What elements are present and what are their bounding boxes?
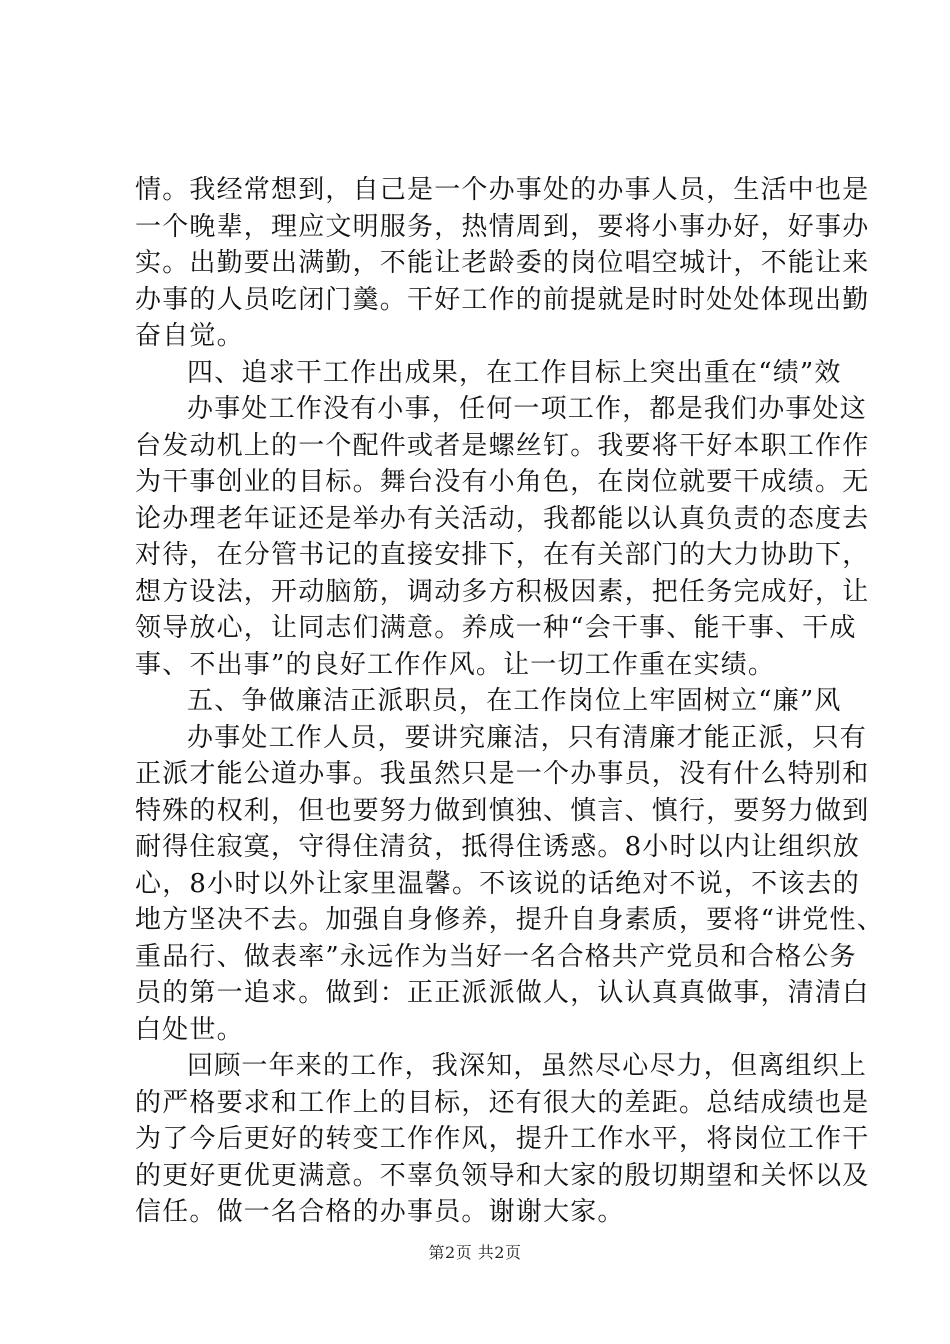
text-line: 信任。做一名合格的办事员。谢谢大家。 bbox=[135, 1197, 625, 1227]
text-line: 五、争做廉洁正派职员，在工作岗位上牢固树立“廉”风 bbox=[187, 686, 842, 716]
text-line: 四、追求干工作出成果，在工作目标上突出重在“绩”效 bbox=[187, 357, 842, 388]
text-line: 事、不出事”的良好工作作风。让一切工作重在实绩。 bbox=[135, 649, 776, 680]
text-line: 心，8小时以外让家里温馨。不该说的话绝对不说，不该去的 bbox=[135, 868, 860, 899]
text-line: 正派才能公道办事。我虽然只是一个办事员，没有什么特别和 bbox=[135, 759, 870, 789]
text-line: 为干事创业的目标。舞台没有小角色，在岗位就要干成绩。无 bbox=[135, 467, 870, 497]
text-line: 办事处工作人员，要讲究廉洁，只有清廉才能正派，只有 bbox=[187, 722, 868, 753]
text-line: 想方设法，开动脑筋，调动多方积极因素，把任务完成好，让 bbox=[135, 576, 870, 607]
text-line: 情。我经常想到，自己是一个办事处的办事人员，生活中也是 bbox=[135, 175, 870, 205]
text-line: 实。出勤要出满勤，不能让老龄委的岗位唱空城计，不能让来 bbox=[135, 248, 870, 278]
text-line: 台发动机上的一个配件或者是螺丝钉。我要将干好本职工作作 bbox=[135, 430, 870, 461]
text-line: 论办理老年证还是举办有关活动，我都能以认真负责的态度去 bbox=[135, 503, 870, 534]
text-line: 办事处工作没有小事，任何一项工作，都是我们办事处这 bbox=[187, 394, 868, 424]
page-footer: 第2页 共2页 bbox=[428, 1243, 522, 1262]
text-line: 回顾一年来的工作，我深知，虽然尽心尽力，但离组织上 bbox=[187, 1051, 868, 1081]
text-line: 的更好更优更满意。不辜负领导和大家的殷切期望和关怀以及 bbox=[135, 1160, 870, 1191]
text-line: 对待，在分管书记的直接安排下，在有关部门的大力协助下， bbox=[135, 540, 870, 570]
text-line: 员的第一追求。做到：正正派派做人，认认真真做事，清清白 bbox=[135, 978, 870, 1008]
text-line: 重品行、做表率”永远作为当好一名合格共产党员和合格公务 bbox=[135, 941, 857, 972]
text-line: 白处世。 bbox=[135, 1014, 244, 1045]
text-line: 一个晚辈，理应文明服务，热情周到，要将小事办好，好事办 bbox=[135, 211, 870, 242]
text-line: 耐得住寂寞，守得住清贫，抵得住诱惑。8小时以内让组织放 bbox=[135, 832, 860, 862]
text-line: 地方坚决不去。加强自身修养，提升自身素质，要将“讲党性、 bbox=[135, 905, 884, 935]
text-line: 办事的人员吃闭门羹。干好工作的前提就是时时处处体现出勤 bbox=[135, 284, 870, 315]
text-line: 奋自觉。 bbox=[135, 321, 244, 351]
text-line: 的严格要求和工作上的目标，还有很大的差距。总结成绩也是 bbox=[135, 1087, 870, 1118]
document-body bbox=[135, 172, 884, 1231]
text-line: 为了今后更好的转变工作作风，提升工作水平，将岗位工作干 bbox=[135, 1124, 870, 1154]
text-line: 领导放心，让同志们满意。养成一种“会干事、能干事、干成 bbox=[135, 613, 857, 643]
text-line: 特殊的权利，但也要努力做到慎独、慎言、慎行，要努力做到 bbox=[135, 795, 870, 826]
